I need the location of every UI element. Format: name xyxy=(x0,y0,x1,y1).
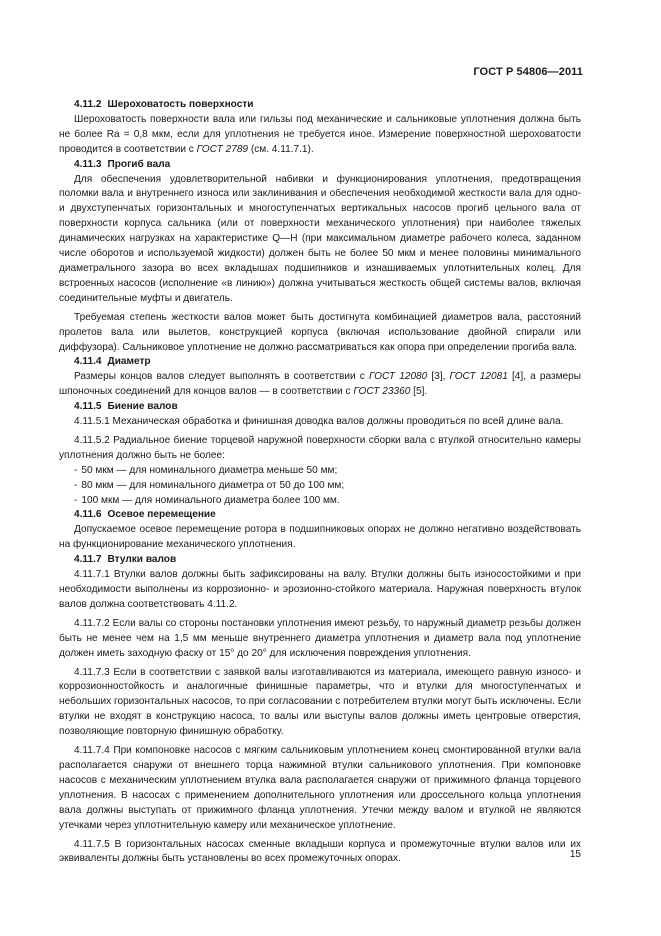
section-heading-4-11-3 xyxy=(59,158,581,173)
section-title: Втулки валов xyxy=(107,554,177,566)
paragraph xyxy=(59,113,581,158)
section-number: 4.11.7 xyxy=(74,554,102,566)
paragraph: 4.11.7.2 Если валы со стороны постановки уплотнения имеют резьбу, то наружный диаметр резьбы должен быть не менее чем на 1,5 мм меньше внутреннего диаметра уплотнения и диаметр вала под уплотнение должен иметь заходную фаску от 15° до 20° для исключения повреждения уплотнения. xyxy=(59,617,581,659)
text-run: Шероховатость поверхности вала или гильзы под механические и сальниковые уплотнения должна быть не более Ra = 0,8 мкм, если для уплотнения не требуется иное. Измерение поверхностной шероховатости проводится в соответствии с xyxy=(59,113,581,155)
standard-reference: ГОСТ 12081 xyxy=(449,371,508,383)
standard-reference: ГОСТ 2789 xyxy=(196,143,249,155)
section-heading-4-11-7 xyxy=(59,553,581,568)
text-run: [4], а размеры шпоночных соединений для концов валов — в соответствии с xyxy=(59,371,582,398)
section-title: Прогиб вала xyxy=(107,158,171,170)
list-dash: - xyxy=(74,464,78,476)
section-heading-4-11-4 xyxy=(59,355,581,370)
list-item xyxy=(59,479,581,494)
standard-reference: ГОСТ 12080 xyxy=(368,371,428,383)
section-number: 4.11.6 xyxy=(74,509,102,521)
text-run: (см. 4.11.7.1). xyxy=(248,143,314,155)
list-item xyxy=(59,494,581,509)
paragraph: Допускаемое осевое перемещение ротора в подшипниковых опорах не должно негативно воздействовать на функционирование механического уплотнения. xyxy=(59,524,581,551)
section-title: Шероховатость поверхности xyxy=(107,99,254,110)
paragraph: 4.11.7.3 Если в соответствии с заявкой валы изготавливаются из материала, имеющего равную износо- и коррозионностойкость и аналогичные финишные параметры, что и втулки для многоступенчатых и небольших горизонтальных насосов, то при согласовании с потребителем втулки могут быть исключены. Если втулки не входят в конструкцию насоса, то валы или выступы валов должны иметь центровые отверстия, позволяющие повторную финишную обработку. xyxy=(59,666,581,738)
page-number: 15 xyxy=(569,849,581,860)
standard-header: ГОСТ Р 54806—2011 xyxy=(473,66,583,78)
paragraph: 4.11.7.4 При компоновке насосов с мягким сальниковым уплотнением конец смонтированной втулки вала располагается снаружи от внешнего торца нажимной втулки сальникового уплотнения. При компоновке насосов с механическим уплотнением втулка вала располагается снаружи от прижимного фланца торцевого уплотнения. В насосах с применением дополнительного уплотнения или дроссельного кольца уплотнения вала должны выступать от прижимного фланца уплотнения. Утечки между валом и втулкой не являются утечками через уплотнительную камеру или механическое уплотнение. xyxy=(59,745,581,831)
section-title: Осевое перемещение xyxy=(107,509,216,521)
paragraph: 4.11.5.2 Радиальное биение торцевой наружной поверхности сборки вала с втулкой относительно камеры уплотнения должно быть не более: xyxy=(59,434,581,461)
paragraph: Требуемая степень жесткости валов может быть достигнута комбинацией диаметров вала, расстояний пролетов вала или вылетов, конструкцией корпуса (включая использование двойной спирали или диффузора). Сальниковое уплотнение не должно рассматриваться как опора при определении прогиба вала. xyxy=(59,311,581,353)
paragraph: Для обеспечения удовлетворительной набивки и функционирования уплотнения, предотвращения поломки вала и внутреннего износа или заклинивания и обеспечения необходимой жесткости вала для одно- и двухступенчатых горизонтальных и многоступенчатых вертикальных насосов прогиб цельного вала от поверхности корпуса сальника (или от поверхности механического уплотнения) при наиболее тяжелых динамических нагрузках на характеристике Q—H (при максимальном диаметре рабочего колеса, заданном числе оборотов и используемой жидкости) должен быть не более 50 мкм и менее половины минимального диаметрального зазора во всех вкладышах подшипников и изнашиваемых уплотнительных колец. Для встроенных насосов (исполнение «в линию») должна учитываться жесткость общей системы валов, включая соединительные муфты и двигатель. xyxy=(59,173,581,304)
list-item xyxy=(59,464,581,479)
section-number: 4.11.4 xyxy=(74,356,102,368)
text-run: Размеры концов валов следует выполнять в соответствии с xyxy=(74,371,369,383)
paragraph: 4.11.5.1 Механическая обработка и финишная доводка валов должны проводиться по всей длине вала. xyxy=(74,416,564,428)
list-item-text: 50 мкм — для номинального диаметра меньше 50 мм; xyxy=(81,464,338,476)
section-title: Диаметр xyxy=(107,356,151,368)
section-number: 4.11.2 xyxy=(74,99,102,110)
section-heading-4-11-5 xyxy=(59,400,581,415)
paragraph: 4.11.7.5 В горизонтальных насосах сменные вкладыши корпуса и промежуточные втулки валов или их эквиваленты должны быть установлены во всех промежуточных опорах. xyxy=(59,838,581,865)
section-heading-4-11-2 xyxy=(59,98,581,113)
section-number: 4.11.5 xyxy=(74,401,102,413)
section-title: Биение валов xyxy=(107,401,178,413)
text-run: [3], xyxy=(427,371,450,383)
document-body xyxy=(59,98,581,867)
standard-reference: ГОСТ 23360 xyxy=(353,386,411,398)
paragraph: 4.11.7.1 Втулки валов должны быть зафиксированы на валу. Втулки должны быть износостойкими и при необходимости выполнены из коррозионно- и эрозионно-стойкого материала. Наружная поверхность втулок валов должна соответствовать 4.11.2. xyxy=(59,569,581,610)
section-heading-4-11-6 xyxy=(59,508,581,523)
list-dash: - xyxy=(74,479,78,491)
list-item-text: 100 мкм — для номинального диаметра более 100 мм. xyxy=(81,494,340,506)
list-dash: - xyxy=(74,494,78,506)
list-item-text: 80 мкм — для номинального диаметра от 50 до 100 мм; xyxy=(81,479,345,491)
text-run: [5]. xyxy=(410,386,428,398)
paragraph xyxy=(59,370,581,400)
section-number: 4.11.3 xyxy=(74,158,102,170)
